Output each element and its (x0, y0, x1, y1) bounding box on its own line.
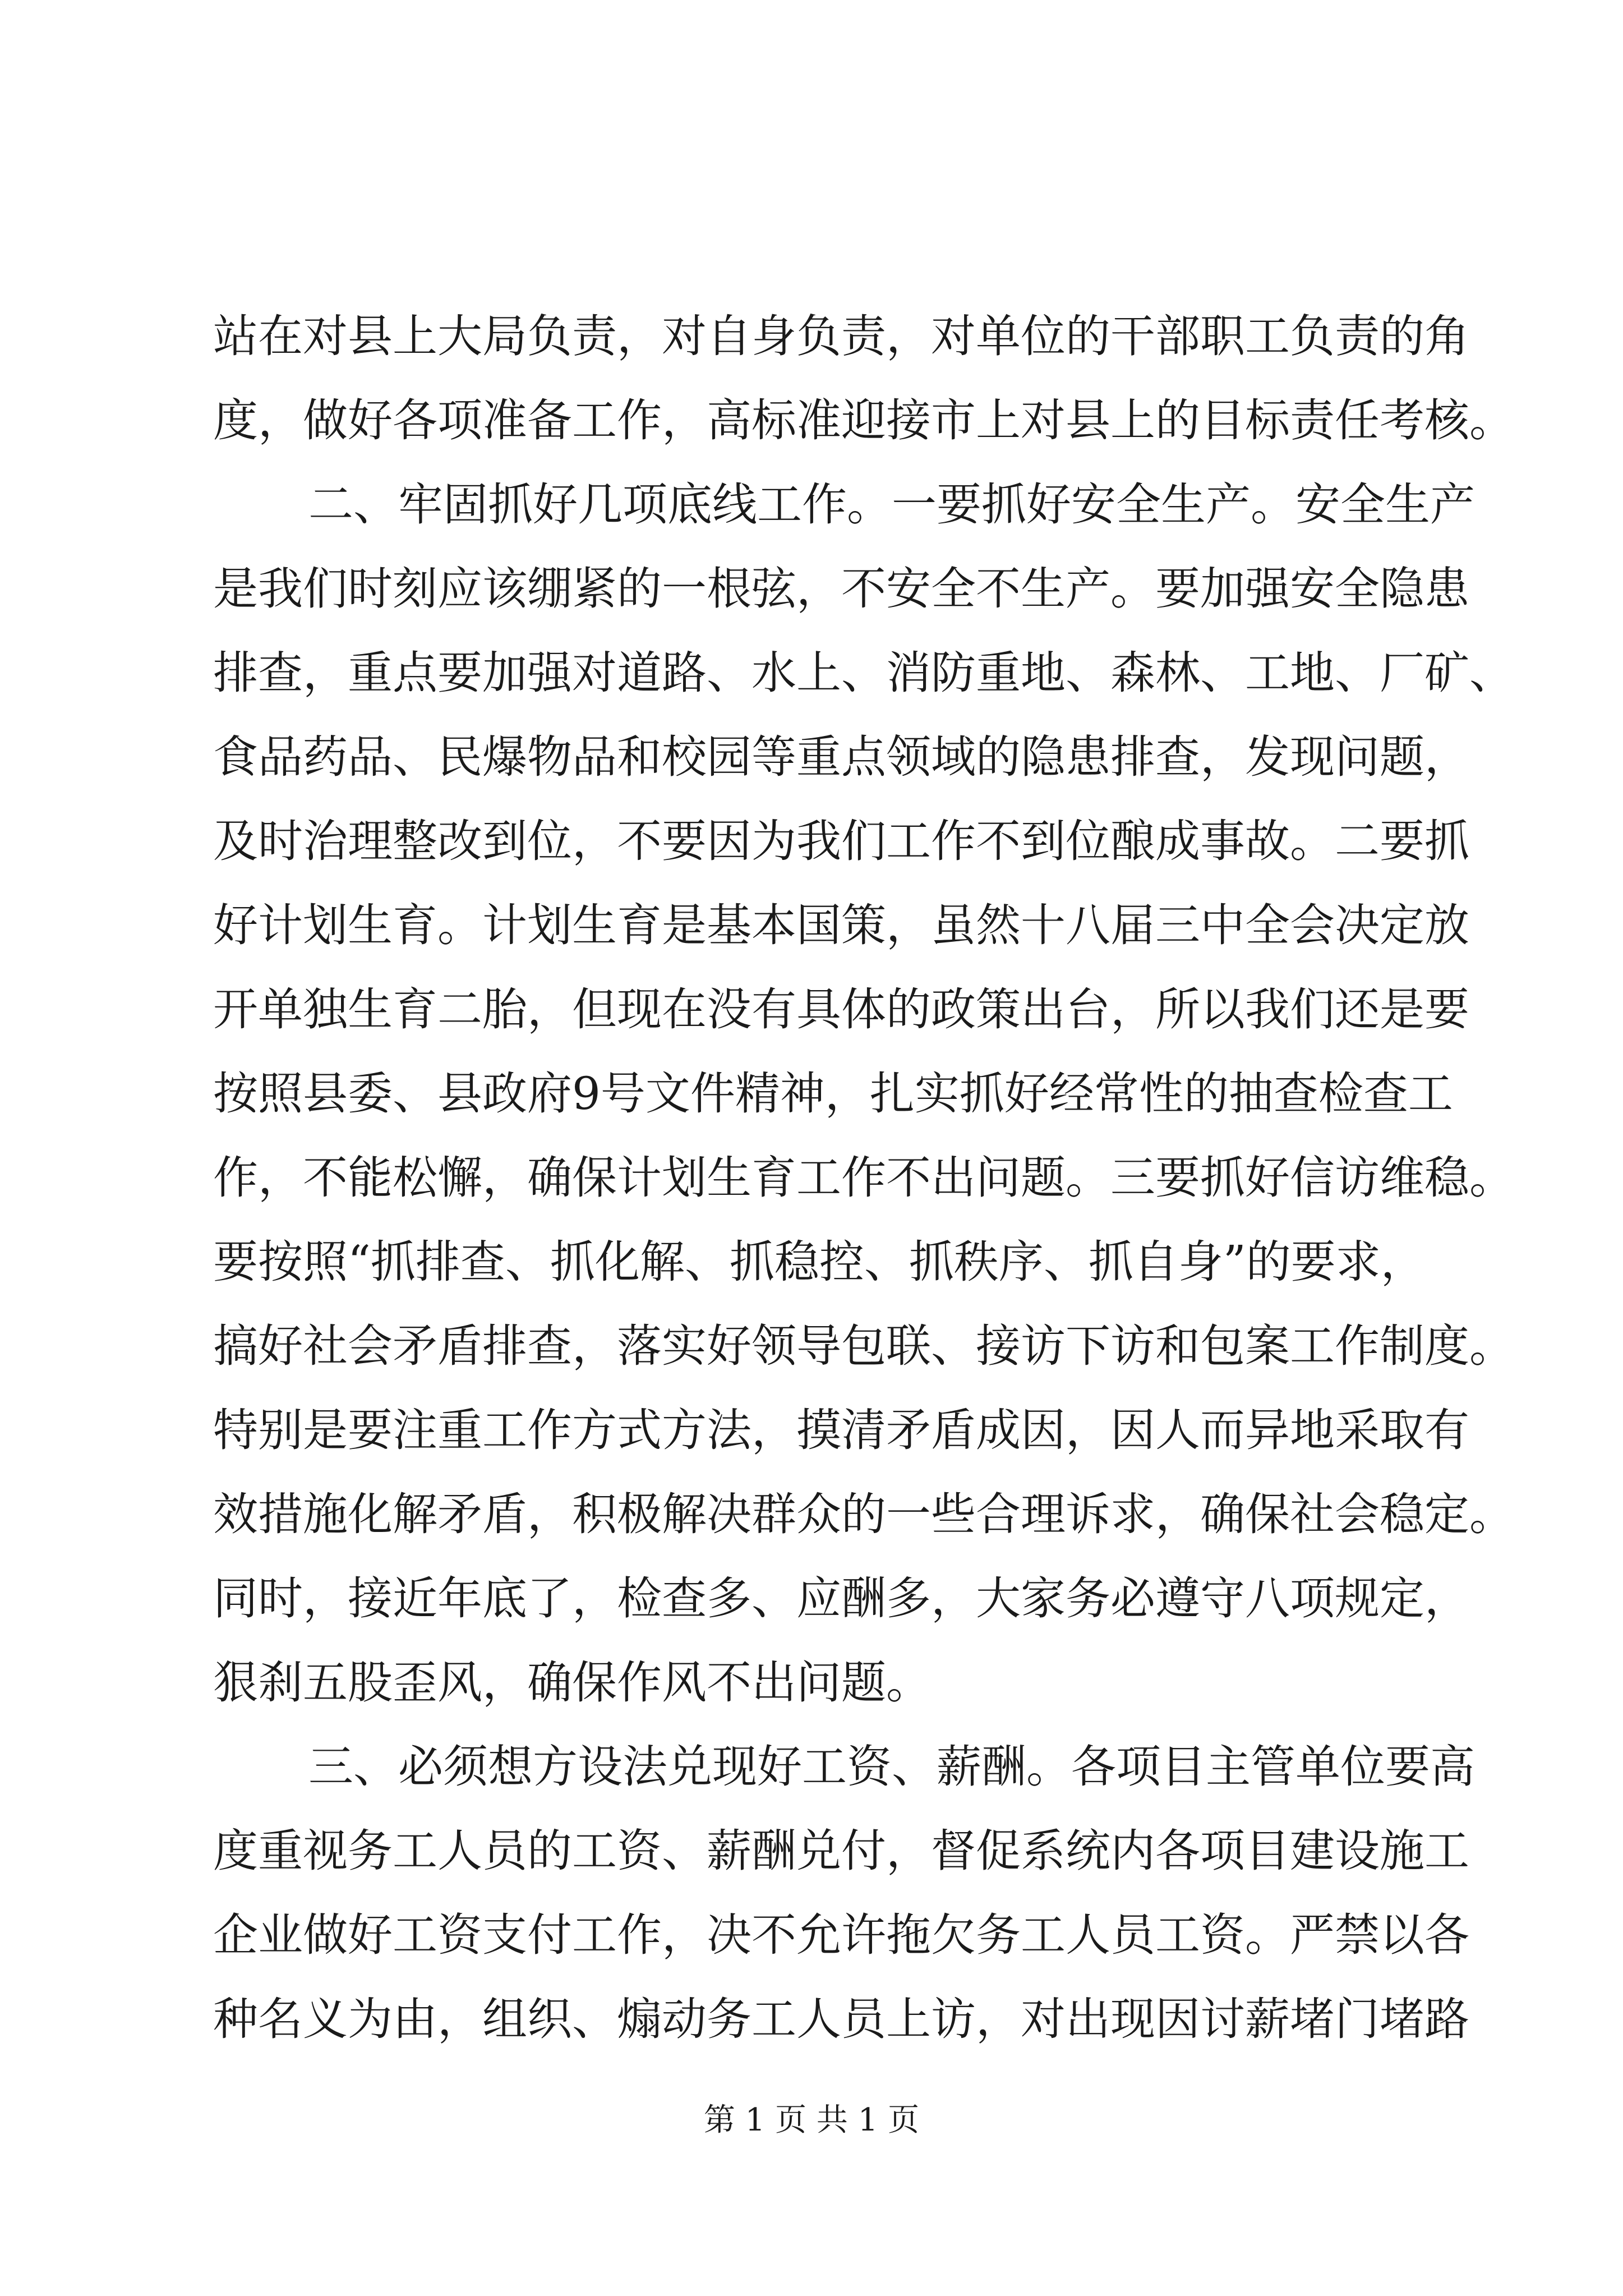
page-footer (0, 2098, 1623, 2143)
text-line: 作，不能松懈，确保计划生育工作不出问题。三要抓好信访维稳。 (213, 1152, 1514, 1204)
text-line: 狠刹五股歪风，确保作风不出问题。 (213, 1657, 931, 1709)
text-line: 按照县委、县政府9号文件精神，扎实抓好经常性的抽查检查工 (213, 1068, 1453, 1120)
paragraph-2 (213, 1725, 1475, 2062)
text-line: 二、牢固抓好几项底线工作。一要抓好安全生产。安全生产 (308, 478, 1475, 531)
text-line: 是我们时刻应该绷紧的一根弦，不安全不生产。要加强安全隐患 (213, 563, 1469, 615)
text-line: 好计划生育。计划生育是基本国策，虽然十八届三中全会决定放 (213, 899, 1469, 951)
text-line: 种名义为由，组织、煽动务工人员上访，对出现因讨薪堵门堵路 (213, 1993, 1469, 2045)
text-line: 排查，重点要加强对道路、水上、消防重地、森林、工地、厂矿、 (213, 647, 1514, 699)
text-line: 开单独生育二胎，但现在没有具体的政策出台，所以我们还是要 (213, 983, 1469, 1036)
document-body (213, 295, 1514, 2062)
text-line: 要按照“抓排查、抓化解、抓稳控、抓秩序、抓自身”的要求， (213, 1236, 1426, 1288)
paragraph-1 (213, 463, 1514, 1725)
text-line: 企业做好工资支付工作，决不允许拖欠务工人员工资。严禁以各 (213, 1909, 1469, 1961)
text-line: 度重视务工人员的工资、薪酬兑付，督促系统内各项目建设施工 (213, 1825, 1469, 1877)
text-line: 三、必须想方设法兑现好工资、薪酬。各项目主管单位要高 (308, 1741, 1475, 1793)
text-line: 度，做好各项准备工作，高标准迎接市上对县上的目标责任考核。 (213, 394, 1514, 447)
text-line: 食品药品、民爆物品和校园等重点领域的隐患排查，发现问题， (213, 731, 1469, 783)
text-line: 同时，接近年底了，检查多、应酬多，大家务必遵守八项规定， (213, 1572, 1469, 1625)
page-number-label: 第 1 页 共 1 页 (703, 2102, 920, 2138)
text-line: 特别是要注重工作方式方法，摸清矛盾成因，因人而异地采取有 (213, 1404, 1469, 1456)
text-line: 及时治理整改到位，不要因为我们工作不到位酿成事故。二要抓 (213, 815, 1469, 867)
text-line: 站在对县上大局负责，对自身负责，对单位的干部职工负责的角 (213, 310, 1469, 362)
text-line: 搞好社会矛盾排查，落实好领导包联、接访下访和包案工作制度。 (213, 1320, 1514, 1372)
paragraph-0 (213, 295, 1514, 463)
text-line: 效措施化解矛盾，积极解决群众的一些合理诉求，确保社会稳定。 (213, 1488, 1514, 1540)
